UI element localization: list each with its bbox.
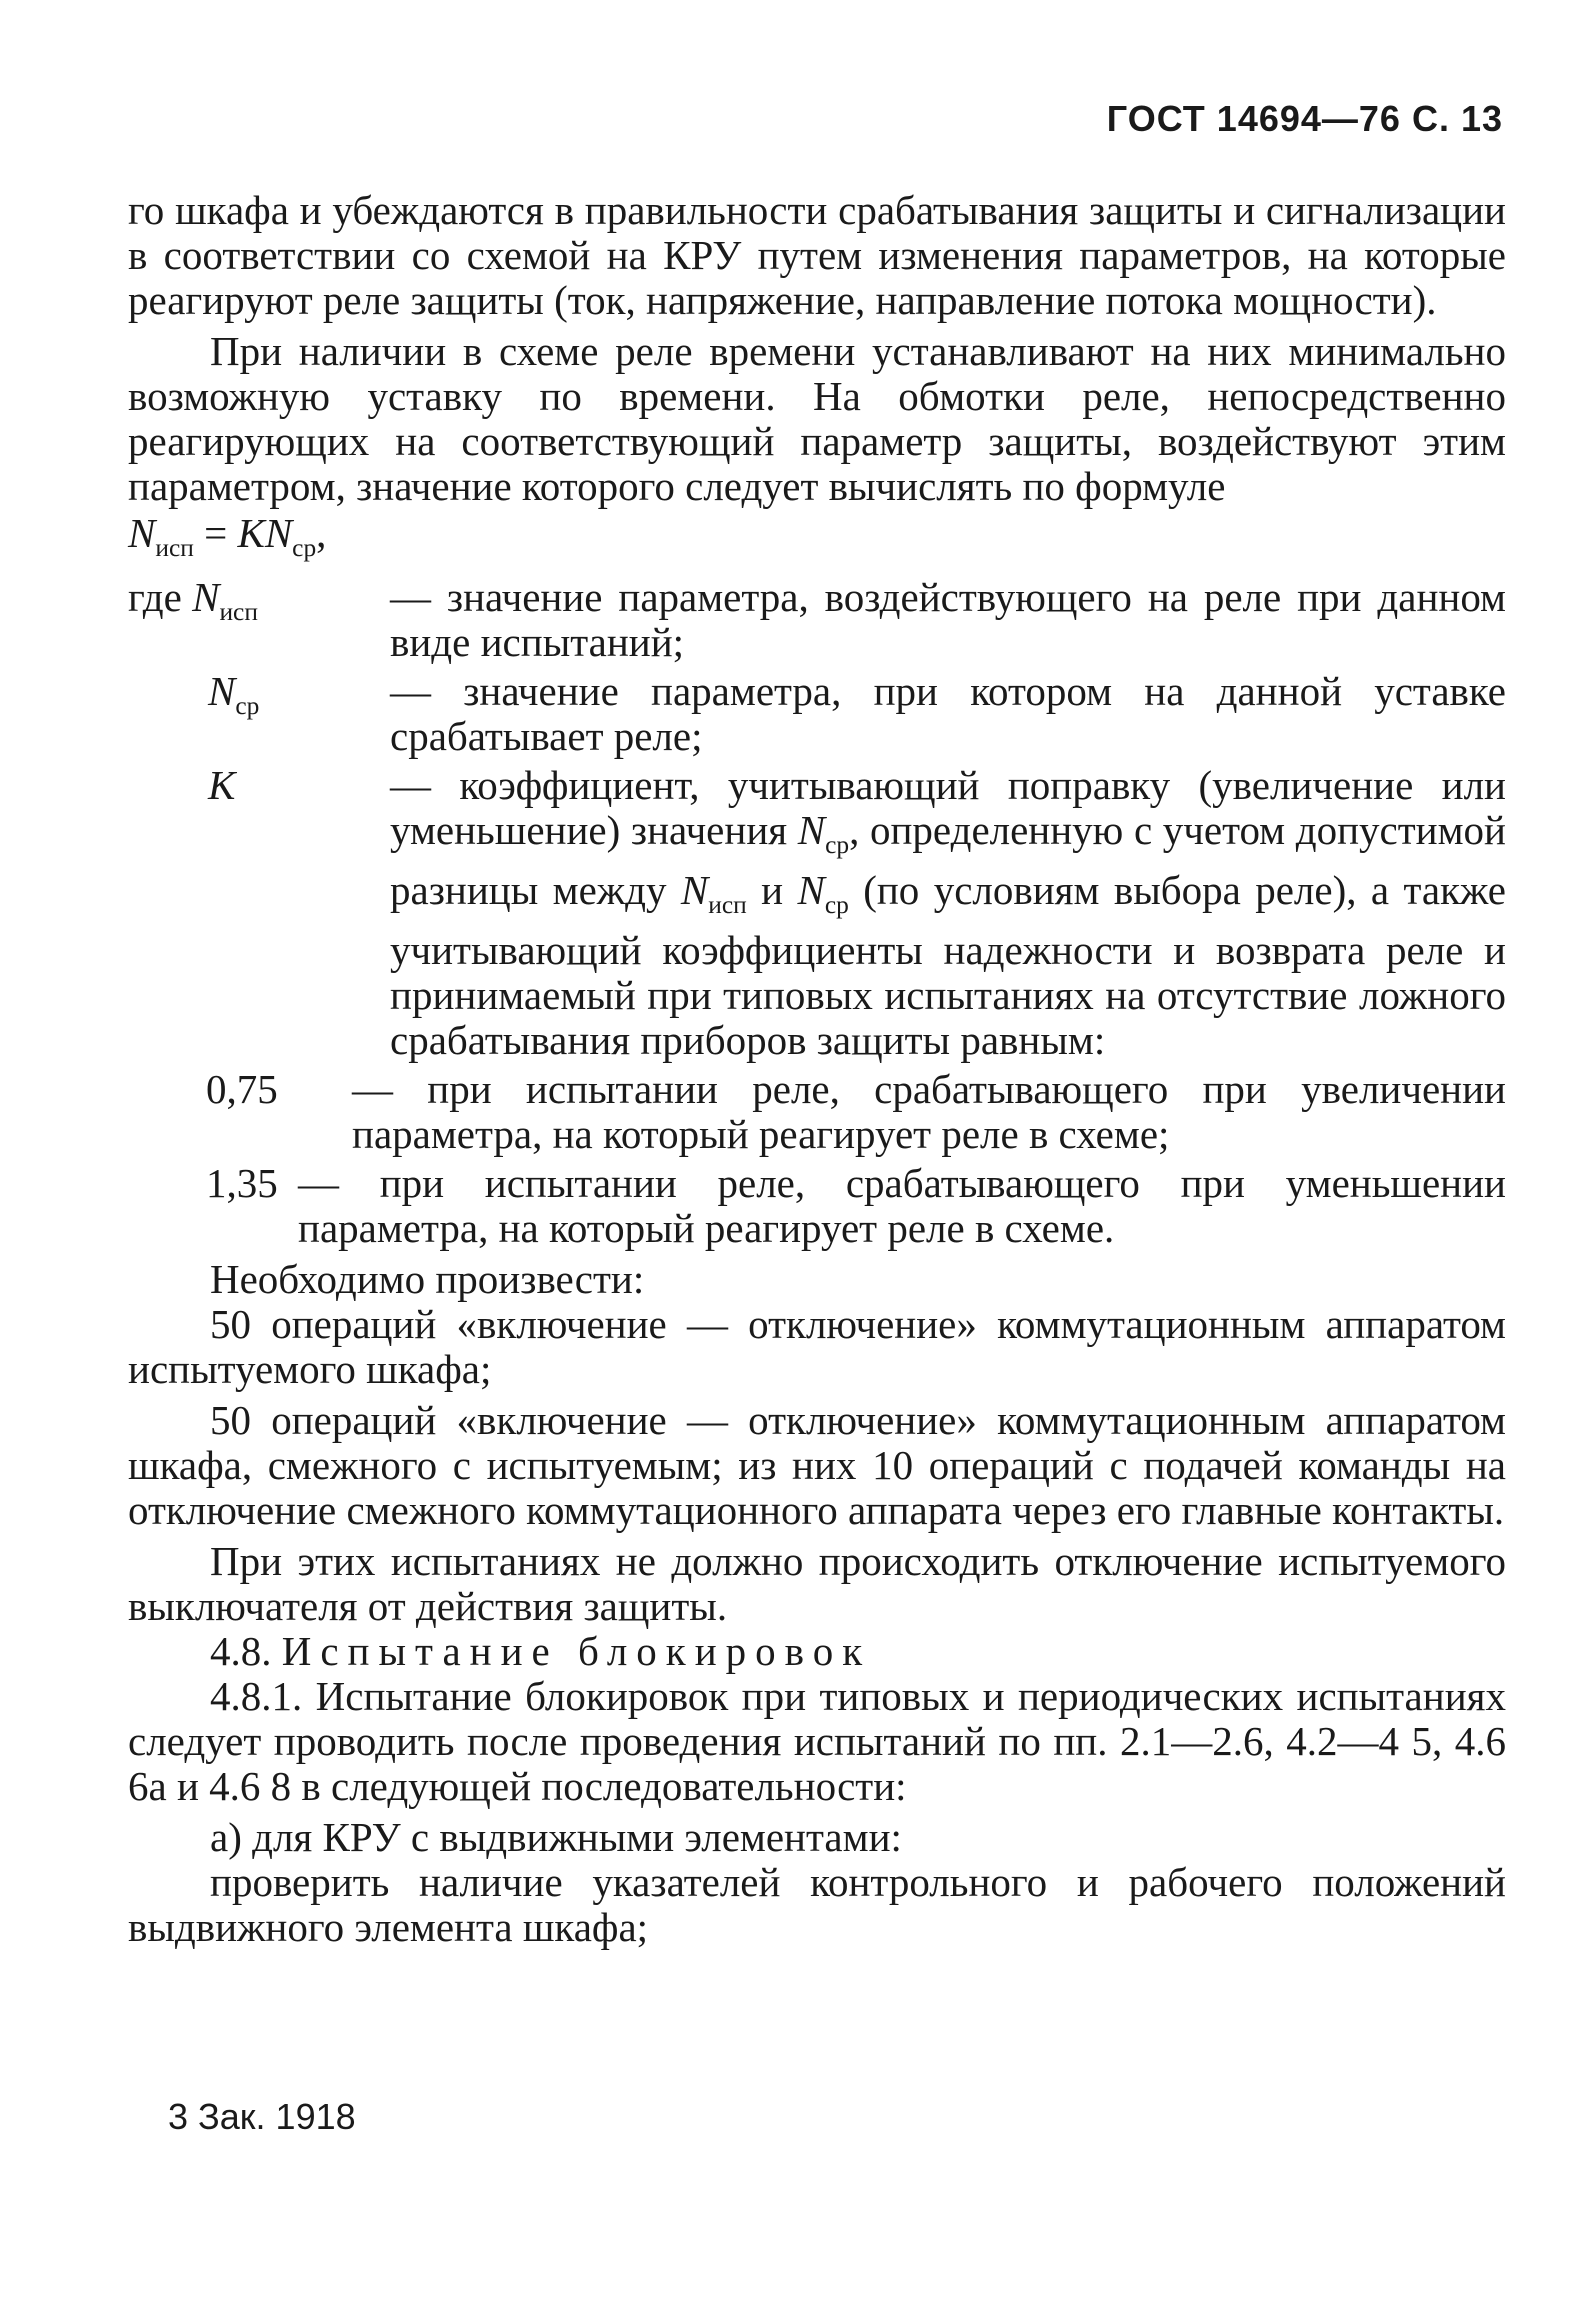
page-header: ГОСТ 14694—76 С. 13 — [1106, 98, 1503, 139]
formula-lhs: N — [128, 510, 156, 556]
definition-text: — при испытании реле, срабатывающего при уменьшении параметра, на который реагирует реле в схеме. — [298, 1159, 1506, 1251]
paragraph: 4.8.1. Испытание блокировок при типовых и периодических испытаниях следует проводить после проведения испытаний по пп. 2.1—2.6, 4.2—4 5, 4.6 6а и 4.6 8 в следующей последовательности: — [128, 1672, 1506, 1809]
paragraph: го шкафа и убеждаются в правильности срабатывания защиты и сигнализации в соответствии со схемой на КРУ путем изменения параметров, на которые реагируют реле защиты (ток, напряжение, направление потока мощности). — [128, 187, 1506, 323]
definition-item — [128, 669, 1506, 759]
definition-item — [128, 575, 1506, 665]
formula-tail: , — [316, 510, 327, 556]
definition-item — [128, 1067, 1506, 1157]
page-footer: 3 Зак. 1918 — [168, 2096, 356, 2137]
paragraph: 50 операций «включение — отключение» коммутационным аппаратом шкафа, смежного с испытуемым; из них 10 операций с подачей команды на отключение смежного коммутационного аппарата через его главные контакты. — [128, 1396, 1506, 1533]
definition-item — [128, 763, 1506, 1063]
definition-text: — при испытании реле, срабатывающего при увеличении параметра, на который реагирует реле в схеме; — [352, 1065, 1506, 1157]
definition-term: где $N_{исп}$ — [128, 573, 258, 626]
formula-lhs-sub: исп — [155, 533, 194, 562]
formula-rhs: KN — [237, 510, 293, 556]
list-item: проверить наличие указателей контрольного и рабочего положений выдвижного элемента шкафа; — [128, 1858, 1506, 1950]
body-text — [128, 188, 1506, 1950]
definition-text: — значение параметра, воздействующего на реле при данном виде испытаний; — [390, 573, 1506, 665]
section-heading: 4.8. Испытание блокировок — [210, 1627, 872, 1674]
where-label: где — [128, 573, 182, 620]
formula-rhs-sub: ср — [292, 533, 317, 562]
paragraph: 50 операций «включение — отключение» коммутационным аппаратом испытуемого шкафа; — [128, 1300, 1506, 1392]
section-title: Испытание блокировок — [281, 1627, 872, 1674]
formula-eq: = — [193, 510, 238, 556]
paragraph: Необходимо произвести: — [210, 1255, 645, 1302]
value-term: 1,35 — [206, 1159, 278, 1206]
definition-list — [128, 575, 1506, 1251]
definition-item — [128, 1161, 1506, 1251]
value-term: 0,75 — [206, 1065, 278, 1112]
definition-text: — коэффициент, учитывающий поправку (увеличение или уменьшение) значения $N_{ср}$, определенную с учетом допустимой разницы между $N_{исп}$ и $N_{ср}$ (по условиям выбора реле), а также учитывающий коэффициенты надежности и возврата реле и принимаемый при типовых испытаниях на отсутствие ложного срабатывания приборов защиты равным: — [390, 761, 1506, 1063]
paragraph: При наличии в схеме реле времени устанавливают на них минимально возможную уставку по времени. На обмотки реле, непосредственно реагирующих на соответствующий параметр защиты, воздействуют этим параметром, значение которого следует вычислять по формуле — [128, 328, 1506, 509]
definition-term: K — [208, 761, 236, 808]
paragraph: При этих испытаниях не должно происходить отключение испытуемого выключателя от действия защиты. — [128, 1537, 1506, 1629]
formula — [128, 511, 1506, 571]
list-item: а) для КРУ с выдвижными элементами: — [210, 1813, 902, 1860]
definition-term: $N_{ср}$ — [208, 667, 260, 720]
definition-text: — значение параметра, при котором на данной уставке срабатывает реле; — [390, 667, 1506, 759]
